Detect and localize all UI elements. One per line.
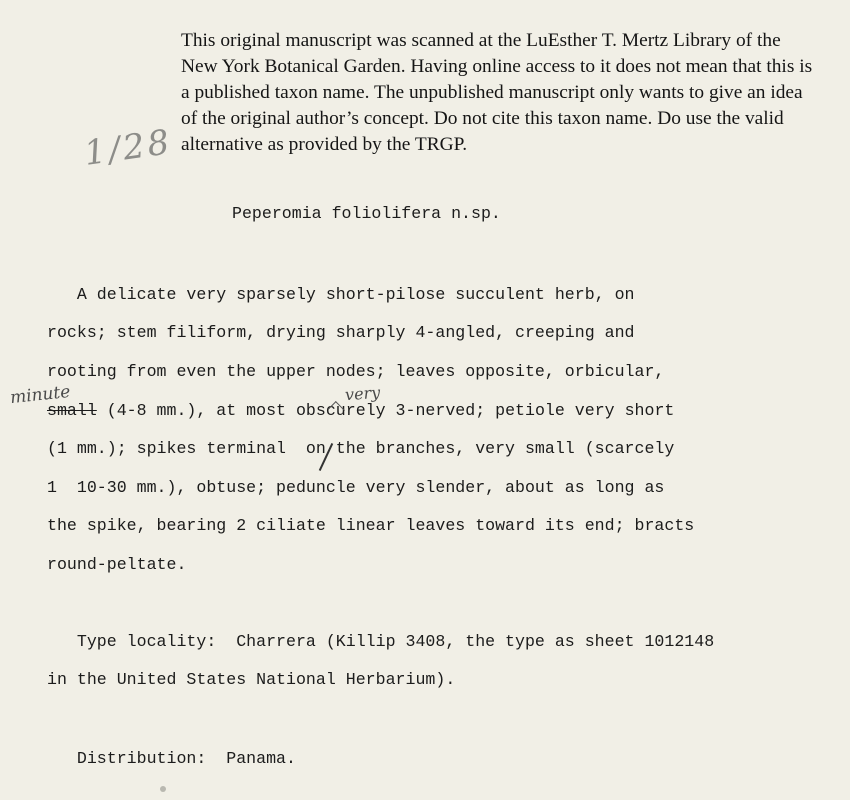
library-notice	[181, 28, 821, 158]
description-line-7: the spike, bearing 2 ciliate linear leaves toward its end; bracts	[47, 516, 695, 535]
distribution-line: Distribution: Panama.	[47, 749, 296, 768]
description-line-4-wrapper	[47, 401, 674, 420]
description-line-3: rooting from even the upper nodes; leaves opposite, orbicular,	[47, 362, 665, 381]
handwritten-insertion-minute: minute	[9, 381, 72, 409]
species-title: Peperomia foliolifera n.sp.	[232, 204, 501, 223]
margin-handwritten-number: 1/28	[81, 122, 175, 174]
description-line-5: (1 mm.); spikes terminal on the branches, very small (scarcely	[47, 439, 675, 458]
handwritten-insertion-very: very	[344, 382, 381, 405]
type-locality-line-1: Type locality: Charrera (Killip 3408, the type as sheet 1012148	[47, 632, 715, 651]
description-line-1: A delicate very sparsely short-pilose succulent herb, on	[47, 285, 635, 304]
type-locality-line-2: in the United States National Herbarium).	[47, 670, 456, 689]
paper-speck	[160, 786, 166, 792]
description-line-8: round-peltate.	[47, 555, 187, 574]
library-notice-text: This original manuscript was scanned at the LuEsther T. Mertz Library of the New York Botanical Garden. Having online access to it does not mean that this is a published taxon name. The unpublished manuscript only wants to give an idea of the original author’s concept. Do not cite this taxon name. Do use the valid alternative as provided by the TRGP.	[181, 30, 813, 155]
description-line-6: 1 10-30 mm.), obtuse; peduncle very slender, about as long as	[47, 478, 665, 497]
description-line-2: rocks; stem filiform, drying sharply 4-angled, creeping and	[47, 323, 635, 342]
description-line-4: (4-8 mm.), at most obscurely 3-nerved; petiole very short	[96, 401, 675, 420]
struck-word: small	[47, 401, 97, 420]
